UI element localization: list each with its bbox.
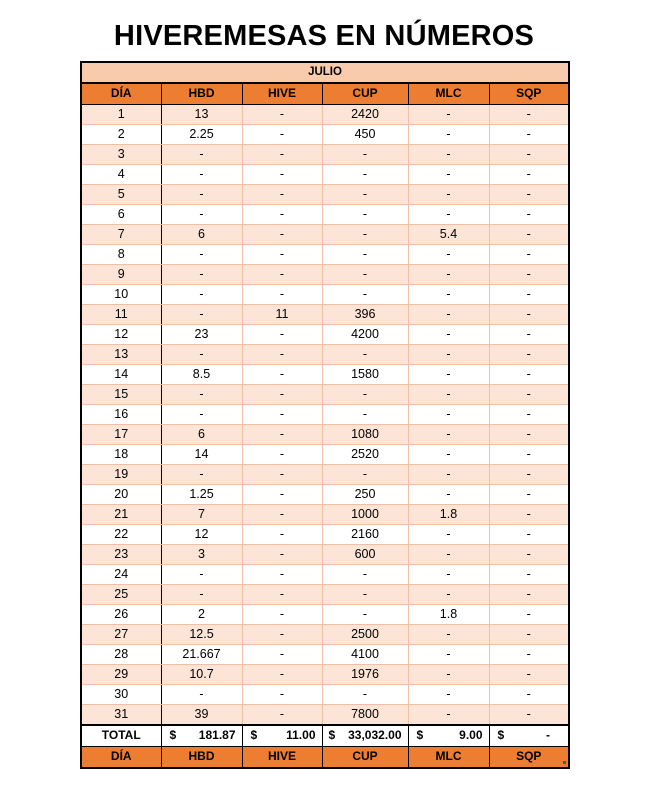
cell-mlc: - (408, 404, 489, 424)
cell-sqp: - (489, 344, 569, 364)
cell-sqp: - (489, 684, 569, 704)
cell-hive: - (242, 284, 322, 304)
month-label: JULIO (81, 62, 569, 83)
cell-hbd: - (161, 264, 242, 284)
cell-mlc: - (408, 184, 489, 204)
cell-mlc: - (408, 424, 489, 444)
table-row (81, 584, 569, 604)
table-row (81, 604, 569, 624)
cell-dia: 18 (81, 444, 161, 464)
cell-dia: 10 (81, 284, 161, 304)
cell-hbd: 7 (161, 504, 242, 524)
cell-sqp: - (489, 704, 569, 725)
cell-cup: - (322, 564, 408, 584)
cell-mlc: - (408, 464, 489, 484)
cell-sqp: - (489, 504, 569, 524)
cell-hive: - (242, 384, 322, 404)
cell-hive: - (242, 544, 322, 564)
cell-sqp: - (489, 264, 569, 284)
cell-dia: 12 (81, 324, 161, 344)
cell-dia: 28 (81, 644, 161, 664)
cell-hive: - (242, 664, 322, 684)
cell-hbd: - (161, 184, 242, 204)
table-row (81, 344, 569, 364)
cell-dia: 29 (81, 664, 161, 684)
cell-hive: - (242, 364, 322, 384)
table-row (81, 524, 569, 544)
cell-hive: - (242, 684, 322, 704)
cell-dia: 31 (81, 704, 161, 725)
cell-hbd: - (161, 404, 242, 424)
cell-cup: - (322, 244, 408, 264)
cell-dia: 23 (81, 544, 161, 564)
cell-hive: - (242, 404, 322, 424)
cell-mlc: - (408, 164, 489, 184)
cell-dia: 4 (81, 164, 161, 184)
cell-sqp: - (489, 104, 569, 124)
cell-cup: - (322, 144, 408, 164)
cell-hive: - (242, 424, 322, 444)
cell-hbd: 39 (161, 704, 242, 725)
cell-sqp: - (489, 124, 569, 144)
table-row (81, 504, 569, 524)
table-row (81, 324, 569, 344)
cell-cup: 2520 (322, 444, 408, 464)
cell-dia: 19 (81, 464, 161, 484)
cell-hbd: 8.5 (161, 364, 242, 384)
cell-sqp: - (489, 584, 569, 604)
cell-hbd: - (161, 164, 242, 184)
cell-hbd: 10.7 (161, 664, 242, 684)
cell-mlc: - (408, 104, 489, 124)
cell-cup: 250 (322, 484, 408, 504)
total-hive-value: 11.00 (286, 728, 316, 743)
cell-cup: 1580 (322, 364, 408, 384)
cell-hbd: - (161, 564, 242, 584)
cell-dia: 27 (81, 624, 161, 644)
cell-dia: 16 (81, 404, 161, 424)
cell-hive: - (242, 484, 322, 504)
cell-cup: 1000 (322, 504, 408, 524)
cell-dia: 2 (81, 124, 161, 144)
column-header-row (81, 83, 569, 104)
cell-hive: - (242, 324, 322, 344)
cell-hive: - (242, 144, 322, 164)
cell-hbd: 2.25 (161, 124, 242, 144)
total-hbd-value: 181.87 (198, 728, 236, 743)
total-hive (242, 725, 322, 747)
currency-symbol: $ (497, 728, 505, 743)
cell-hbd: 6 (161, 224, 242, 244)
cell-cup: - (322, 684, 408, 704)
cell-hbd: - (161, 304, 242, 324)
page-title: HIVEREMESAS EN NÚMEROS (113, 20, 535, 52)
cell-dia: 26 (81, 604, 161, 624)
cell-sqp: - (489, 564, 569, 584)
table-row (81, 144, 569, 164)
cell-mlc: - (408, 284, 489, 304)
column-header-sqp: SQP (489, 83, 569, 104)
cell-cup: 2420 (322, 104, 408, 124)
cell-dia: 17 (81, 424, 161, 444)
cell-dia: 3 (81, 144, 161, 164)
cell-hive: - (242, 124, 322, 144)
cell-hbd: - (161, 284, 242, 304)
cell-hive: - (242, 184, 322, 204)
cell-dia: 22 (81, 524, 161, 544)
column-footer-mlc: MLC (408, 747, 489, 768)
table-row (81, 384, 569, 404)
table-row (81, 104, 569, 124)
cell-cup: 2500 (322, 624, 408, 644)
cell-sqp: - (489, 184, 569, 204)
cell-dia: 11 (81, 304, 161, 324)
cell-hive: - (242, 224, 322, 244)
cell-hive: - (242, 164, 322, 184)
cell-sqp: - (489, 664, 569, 684)
cell-hbd: 6 (161, 424, 242, 444)
cell-sqp: - (489, 524, 569, 544)
cell-mlc: 1.8 (408, 504, 489, 524)
cell-cup: 7800 (322, 704, 408, 725)
table-row (81, 164, 569, 184)
cell-hbd: - (161, 384, 242, 404)
column-header-dia: DÍA (81, 83, 161, 104)
cell-mlc: - (408, 324, 489, 344)
cell-cup: - (322, 204, 408, 224)
table-row (81, 444, 569, 464)
cell-cup: - (322, 344, 408, 364)
cell-cup: - (322, 264, 408, 284)
cell-hbd: 12.5 (161, 624, 242, 644)
cell-hive: - (242, 504, 322, 524)
cell-dia: 5 (81, 184, 161, 204)
column-header-hive: HIVE (242, 83, 322, 104)
table-row (81, 304, 569, 324)
cell-sqp: - (489, 464, 569, 484)
cell-hbd: 14 (161, 444, 242, 464)
cell-sqp: - (489, 424, 569, 444)
month-header-row (81, 62, 569, 83)
cell-dia: 21 (81, 504, 161, 524)
cell-hbd: 21.667 (161, 644, 242, 664)
cell-sqp: - (489, 304, 569, 324)
cell-mlc: - (408, 384, 489, 404)
cell-dia: 13 (81, 344, 161, 364)
cell-mlc: - (408, 624, 489, 644)
cell-dia: 25 (81, 584, 161, 604)
cell-mlc: - (408, 144, 489, 164)
column-header-mlc: MLC (408, 83, 489, 104)
cell-hive: - (242, 624, 322, 644)
cell-mlc: - (408, 664, 489, 684)
cell-mlc: - (408, 484, 489, 504)
cell-cup: 450 (322, 124, 408, 144)
cell-hbd: 2 (161, 604, 242, 624)
cell-cup: - (322, 464, 408, 484)
cell-hbd: - (161, 344, 242, 364)
cell-hbd: 3 (161, 544, 242, 564)
cell-sqp: - (489, 324, 569, 344)
cell-sqp: - (489, 144, 569, 164)
cell-dia: 7 (81, 224, 161, 244)
cell-cup: - (322, 384, 408, 404)
cell-cup: - (322, 224, 408, 244)
cell-hive: - (242, 444, 322, 464)
cell-hive: - (242, 344, 322, 364)
table-row (81, 284, 569, 304)
table-row (81, 404, 569, 424)
cell-hive: - (242, 244, 322, 264)
table-row (81, 564, 569, 584)
table-row (81, 464, 569, 484)
cell-sqp: - (489, 484, 569, 504)
cell-cup: 1976 (322, 664, 408, 684)
cell-hive: - (242, 704, 322, 725)
column-header-hbd: HBD (161, 83, 242, 104)
cell-hbd: - (161, 204, 242, 224)
cell-cup: 1080 (322, 424, 408, 444)
cell-dia: 15 (81, 384, 161, 404)
cell-mlc: - (408, 124, 489, 144)
cell-dia: 9 (81, 264, 161, 284)
cell-mlc: 5.4 (408, 224, 489, 244)
cell-cup: 4100 (322, 644, 408, 664)
cell-sqp: - (489, 444, 569, 464)
cell-hive: - (242, 564, 322, 584)
cell-sqp: - (489, 204, 569, 224)
cell-dia: 6 (81, 204, 161, 224)
cell-hive: - (242, 104, 322, 124)
cell-mlc: - (408, 704, 489, 725)
cell-mlc: - (408, 644, 489, 664)
cell-mlc: - (408, 264, 489, 284)
total-sqp (489, 725, 569, 747)
total-cup (322, 725, 408, 747)
cell-hbd: - (161, 144, 242, 164)
cell-hbd: 13 (161, 104, 242, 124)
cell-hbd: - (161, 584, 242, 604)
cell-hive: - (242, 264, 322, 284)
cell-cup: - (322, 604, 408, 624)
table-row (81, 224, 569, 244)
table-row (81, 264, 569, 284)
cell-cup: - (322, 584, 408, 604)
column-footer-hive: HIVE (242, 747, 322, 768)
cell-mlc: - (408, 364, 489, 384)
cell-mlc: - (408, 244, 489, 264)
cell-cup: - (322, 284, 408, 304)
cell-hive: - (242, 644, 322, 664)
cell-hbd: - (161, 464, 242, 484)
table-row (81, 704, 569, 725)
cell-cup: 2160 (322, 524, 408, 544)
cell-sqp: - (489, 624, 569, 644)
cell-hive: - (242, 524, 322, 544)
table-row (81, 624, 569, 644)
cell-sqp: - (489, 224, 569, 244)
cell-dia: 30 (81, 684, 161, 704)
cell-dia: 8 (81, 244, 161, 264)
cell-mlc: - (408, 684, 489, 704)
column-footer-dia: DÍA (81, 747, 161, 768)
cell-hbd: 1.25 (161, 484, 242, 504)
table-row (81, 204, 569, 224)
cell-mlc: - (408, 304, 489, 324)
table-row (81, 124, 569, 144)
cell-sqp: - (489, 384, 569, 404)
cell-fill-handle[interactable] (563, 761, 566, 764)
cell-mlc: - (408, 444, 489, 464)
cell-sqp: - (489, 284, 569, 304)
cell-hbd: - (161, 244, 242, 264)
cell-mlc: - (408, 544, 489, 564)
table-row (81, 684, 569, 704)
cell-cup: 4200 (322, 324, 408, 344)
currency-symbol: $ (250, 728, 258, 743)
cell-sqp: - (489, 244, 569, 264)
cell-hive: - (242, 584, 322, 604)
cell-mlc: - (408, 204, 489, 224)
cell-mlc: - (408, 564, 489, 584)
cell-mlc: 1.8 (408, 604, 489, 624)
column-header-cup: CUP (322, 83, 408, 104)
cell-hive: 11 (242, 304, 322, 324)
table-row (81, 644, 569, 664)
cell-cup: - (322, 404, 408, 424)
cell-cup: 600 (322, 544, 408, 564)
cell-hbd: - (161, 684, 242, 704)
table-row (81, 664, 569, 684)
currency-symbol: $ (328, 728, 336, 743)
cell-sqp: - (489, 544, 569, 564)
column-footer-row (81, 747, 569, 768)
cell-mlc: - (408, 524, 489, 544)
cell-hbd: 23 (161, 324, 242, 344)
total-hbd (161, 725, 242, 747)
total-row (81, 725, 569, 747)
cell-hive: - (242, 604, 322, 624)
cell-sqp: - (489, 404, 569, 424)
cell-dia: 20 (81, 484, 161, 504)
total-mlc-value: 9.00 (459, 728, 483, 743)
table-row (81, 424, 569, 444)
cell-sqp: - (489, 644, 569, 664)
cell-dia: 14 (81, 364, 161, 384)
cell-hive: - (242, 204, 322, 224)
column-footer-sqp: SQP (489, 747, 569, 768)
cell-cup: 396 (322, 304, 408, 324)
column-footer-cup: CUP (322, 747, 408, 768)
cell-hbd: 12 (161, 524, 242, 544)
currency-symbol: $ (416, 728, 424, 743)
cell-sqp: - (489, 604, 569, 624)
cell-mlc: - (408, 584, 489, 604)
table-row (81, 484, 569, 504)
cell-cup: - (322, 184, 408, 204)
cell-mlc: - (408, 344, 489, 364)
cell-sqp: - (489, 164, 569, 184)
remittance-table (80, 61, 570, 769)
table-row (81, 184, 569, 204)
table-row (81, 244, 569, 264)
column-footer-hbd: HBD (161, 747, 242, 768)
cell-dia: 1 (81, 104, 161, 124)
table-row (81, 364, 569, 384)
total-mlc (408, 725, 489, 747)
total-cup-value: 33,032.00 (348, 728, 402, 743)
table-body (81, 104, 569, 725)
currency-symbol: $ (169, 728, 177, 743)
total-sqp-value: - (546, 728, 550, 743)
cell-dia: 24 (81, 564, 161, 584)
cell-hive: - (242, 464, 322, 484)
total-label: TOTAL (81, 725, 161, 747)
cell-sqp: - (489, 364, 569, 384)
cell-cup: - (322, 164, 408, 184)
table-row (81, 544, 569, 564)
